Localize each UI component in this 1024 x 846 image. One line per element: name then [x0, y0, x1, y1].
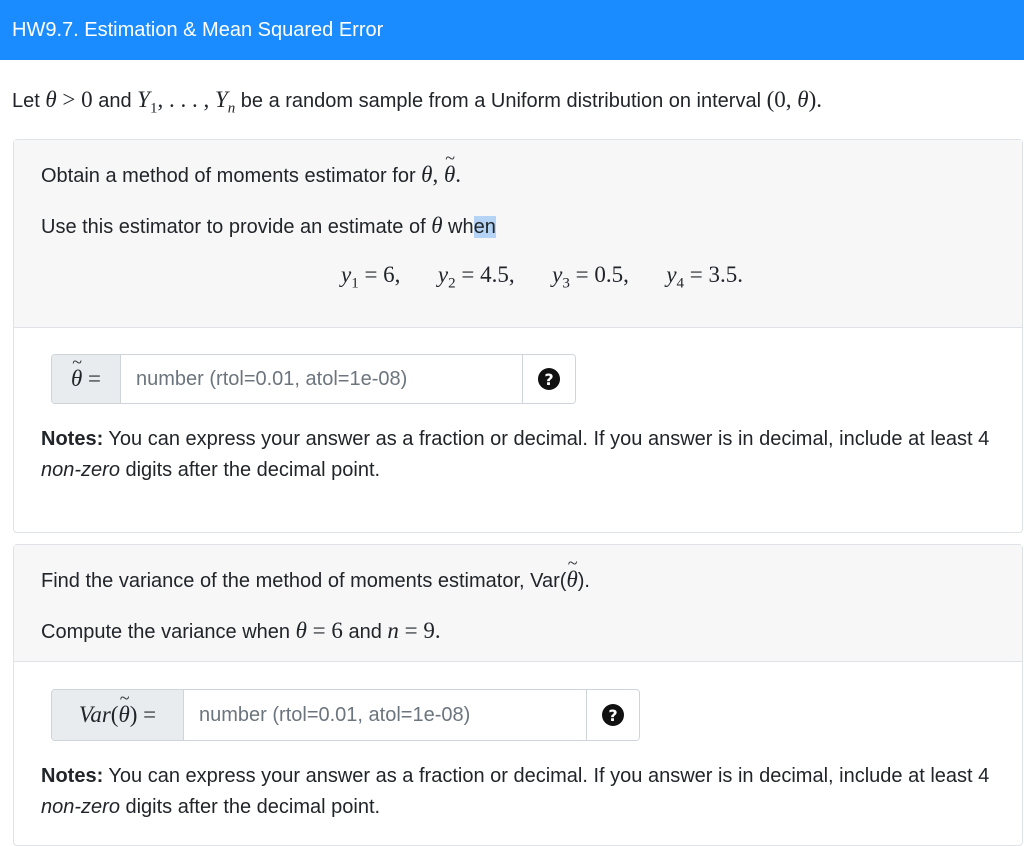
- variance-input[interactable]: [184, 690, 586, 740]
- help-button-2[interactable]: [586, 690, 639, 740]
- part-1-notes: Notes: You can express your answer as a fraction or decimal. If you answer is in decimal, include at least 4 non-zero digits after the decimal point.: [41, 428, 990, 481]
- observed-values: [14, 262, 1022, 293]
- help-button-1[interactable]: [522, 355, 575, 403]
- part-1-line-1: Obtain a method of moments estimator for θ, ~ θ.: [41, 162, 461, 188]
- question-title-bar: [0, 0, 1024, 60]
- question-title: HW9.7. Estimation & Mean Squared Error: [12, 18, 384, 41]
- question-part-1: [13, 139, 1023, 533]
- obs-1: $y_1 = 6$,: [340, 262, 401, 292]
- part-2-prompt: [14, 545, 1022, 662]
- variance-label: Var ( ~ θ ) =: [52, 690, 184, 740]
- theta-tilde-label: ~ θ =: [52, 355, 121, 403]
- question-circle-icon: ?: [538, 368, 560, 390]
- part-2-notes: Notes: You can express your answer as a fraction or decimal. If you answer is in decimal, include at least 4 non-zero digits after the decimal point.: [41, 765, 990, 818]
- part-2-line-2: Compute the variance when θ = 6 and n = 9.: [41, 618, 441, 643]
- obs-4: $y_4 = 3.5$.: [666, 262, 744, 292]
- obs-3: $y_3 = 0.5$,: [552, 262, 629, 292]
- part-2-line-1: Find the variance of the method of moments estimator, Var(~ θ).: [41, 567, 590, 593]
- question-circle-icon: ?: [602, 704, 624, 726]
- variance-answer-group: [51, 689, 640, 741]
- theta-tilde-answer-group: [51, 354, 576, 404]
- part-1-prompt: [14, 140, 1022, 328]
- question-part-2: [13, 544, 1023, 846]
- problem-statement: Let θ > 0 and $Y_1$, . . . , $Y_n$ be a random sample from a Uniform distribution on interval (0, θ).: [12, 87, 822, 117]
- part-1-line-2: Use this estimator to provide an estimate of θ when: [41, 213, 496, 238]
- theta-tilde-input[interactable]: [121, 355, 522, 403]
- obs-2: $y_2 = 4.5$,: [437, 262, 515, 292]
